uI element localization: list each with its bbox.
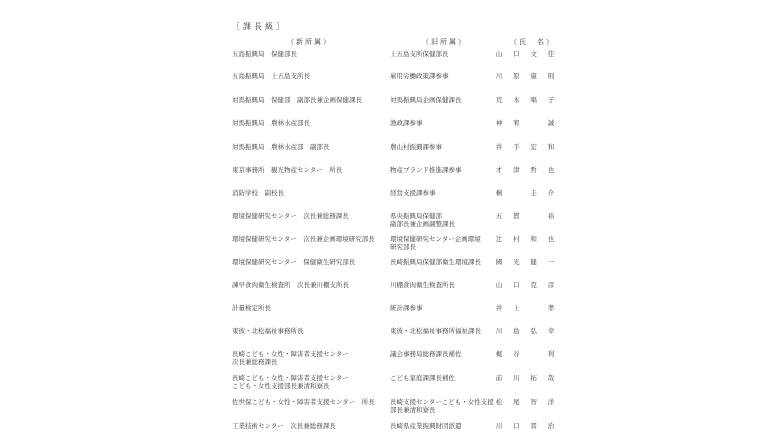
name-char: 利 (547, 350, 555, 358)
name-char: 尾 (513, 398, 520, 406)
name-char: 荒 (495, 96, 503, 104)
name-char: 也 (547, 235, 555, 243)
name-char: 木 (513, 96, 520, 104)
new-affiliation: 対馬振興局 農林水産部 副部長 (232, 143, 330, 151)
old-affiliation: 長崎支援センターこども・女性支援 部長兼清和寮長 (390, 398, 494, 414)
name-char: 唱 (530, 96, 537, 104)
new-affiliation: 長崎こども・女性・障害者支援センター 次長兼総務課長 (232, 350, 349, 366)
name-char: 晋 (530, 422, 537, 430)
name-char: 口 (513, 281, 520, 289)
name-char: 津 (513, 166, 520, 174)
header-old-affiliation: （旧所属） (422, 38, 467, 46)
person-name (495, 374, 555, 382)
old-affiliation: 議会事務局総務課長補佐 (390, 350, 462, 358)
name-char: 孝 (547, 304, 555, 312)
old-affiliation: 上五島支所保健部長 (390, 50, 449, 58)
name-char: 川 (513, 374, 520, 382)
name-char: 才 (495, 166, 503, 174)
name-char: 弘 (530, 327, 537, 335)
old-affiliation: 県央振興局保健部 副部長兼企画調整課長 (390, 212, 455, 228)
name-char: 口 (513, 50, 520, 58)
name-char: 山 (495, 281, 503, 289)
name-char: 裕 (547, 212, 555, 220)
person-name (495, 143, 555, 151)
name-char: 宏 (530, 143, 537, 151)
person-name (495, 350, 555, 358)
name-char: 辻 (495, 235, 503, 243)
name-char: 洋 (547, 398, 555, 406)
new-affiliation: 五島振興局 保健部長 (232, 50, 297, 58)
person-name (495, 72, 555, 80)
name-char (530, 119, 538, 127)
name-char: 子 (547, 96, 555, 104)
name-char: 文 (530, 50, 537, 58)
name-char: 智 (530, 398, 537, 406)
name-char: 誠 (547, 119, 555, 127)
name-char: 哉 (547, 374, 555, 382)
old-affiliation: 農山村振興課参事 (390, 143, 442, 151)
new-affiliation: 五島振興局 上五島支所長 (232, 72, 310, 80)
name-char: 幸 (547, 327, 555, 335)
new-affiliation: 計量検定所長 (232, 304, 271, 312)
name-char (530, 350, 538, 358)
name-char: 佳 (547, 50, 555, 58)
name-char: 前 (495, 374, 503, 382)
name-char: 也 (547, 166, 555, 174)
new-affiliation: 長崎こども・女性・障害者支援センター こども・女性支援部長兼清和寮長 (232, 374, 349, 390)
old-affiliation: 川棚食肉衛生検査所長 (390, 281, 455, 289)
name-char: 谷 (513, 350, 520, 358)
personnel-document (232, 20, 562, 430)
name-char: 治 (547, 422, 555, 430)
person-name (495, 281, 555, 289)
name-char: 梶 (495, 350, 503, 358)
name-char: 國 (495, 258, 503, 266)
new-affiliation: 環境保健研究センター 次長兼企画環境研究部長 (232, 235, 375, 243)
new-affiliation: 佐世保こども・女性・障害者支援センター 所長 (232, 398, 375, 406)
name-char: 川 (495, 327, 503, 335)
old-affiliation: 漁政課参事 (390, 119, 423, 127)
person-name (495, 327, 555, 335)
new-affiliation: 消防学校 副校長 (232, 189, 284, 197)
old-affiliation: 長崎県産業振興財団派遣 (390, 422, 462, 430)
new-affiliation: 環境保健研究センター 次長兼総務課長 (232, 212, 349, 220)
name-char: 介 (547, 189, 555, 197)
person-name (495, 398, 555, 406)
person-name (495, 50, 555, 58)
name-char: 桐 (495, 189, 503, 197)
old-affiliation: 長崎振興局保健部衛生環境課長 (390, 258, 481, 266)
name-char: 則 (547, 72, 555, 80)
person-name (495, 258, 555, 266)
old-affiliation: 東彼・北松福祉事務所福祉課長 (390, 327, 481, 335)
name-char: 一 (547, 258, 555, 266)
name-char (530, 304, 538, 312)
person-name (495, 189, 555, 197)
name-char: 原 (513, 72, 520, 80)
name-char (512, 189, 520, 197)
name-char: 川 (495, 422, 503, 430)
header-name: （氏 名） (510, 38, 555, 46)
old-affiliation: 統計課参事 (390, 304, 423, 312)
name-char: 井 (495, 143, 503, 151)
old-affiliation: こども家庭課課長補佐 (390, 374, 455, 382)
name-char: 松 (495, 398, 503, 406)
person-name (495, 119, 555, 127)
person-name (495, 422, 555, 430)
name-char: 康 (530, 72, 537, 80)
new-affiliation: 諫早食肉衛生検査所 次長兼川棚支所長 (232, 281, 349, 289)
name-char: 村 (513, 235, 520, 243)
new-affiliation: 環境保健研究センター 保健衛生研究部長 (232, 258, 356, 266)
new-affiliation: 対馬振興局 保健部 副部長兼企画保健課長 (232, 96, 362, 104)
person-name (495, 304, 555, 312)
name-char: 島 (513, 327, 520, 335)
name-char: 克 (530, 281, 537, 289)
name-char: 圭 (530, 189, 537, 197)
name-char: 川 (495, 72, 503, 80)
name-char (530, 212, 538, 220)
name-char: 手 (513, 143, 520, 151)
old-affiliation: 雇用労働政策課参事 (390, 72, 449, 80)
name-char: 健 (530, 258, 537, 266)
name-char: 神 (495, 119, 503, 127)
name-char: 哲 (530, 166, 537, 174)
name-char: 山 (495, 50, 503, 58)
new-affiliation: 東彼・北松福祉事務所長 (232, 327, 304, 335)
name-char: 上 (513, 304, 520, 312)
old-affiliation: 対馬振興局企画保健課長 (390, 96, 462, 104)
name-char: 宥 (513, 119, 520, 127)
name-char: 五 (495, 212, 503, 220)
name-char: 彦 (547, 281, 555, 289)
column-headers (232, 34, 562, 50)
old-affiliation: 環境保健研究センター企画環境 研究部長 (390, 235, 481, 251)
name-char: 和 (547, 143, 555, 151)
new-affiliation: 対馬振興局 農林水産部長 (232, 119, 310, 127)
person-name (495, 212, 555, 220)
new-affiliation: 東京事務所 観光物産センター 所長 (232, 166, 343, 174)
section-title: ［課長級］ (232, 22, 287, 31)
name-char: 拓 (530, 374, 537, 382)
person-name (495, 235, 555, 243)
header-new-affiliation: （新所属） (287, 38, 332, 46)
person-name (495, 96, 555, 104)
name-char: 井 (495, 304, 503, 312)
name-char: 口 (513, 422, 520, 430)
name-char: 光 (513, 258, 520, 266)
old-affiliation: 物産ブランド推進課参事 (390, 166, 462, 174)
name-char: 貫 (513, 212, 520, 220)
name-char: 和 (530, 235, 537, 243)
person-name (495, 166, 555, 174)
old-affiliation: 経営支援課参事 (390, 189, 436, 197)
new-affiliation: 工業技術センター 次長兼総務課長 (232, 422, 336, 430)
